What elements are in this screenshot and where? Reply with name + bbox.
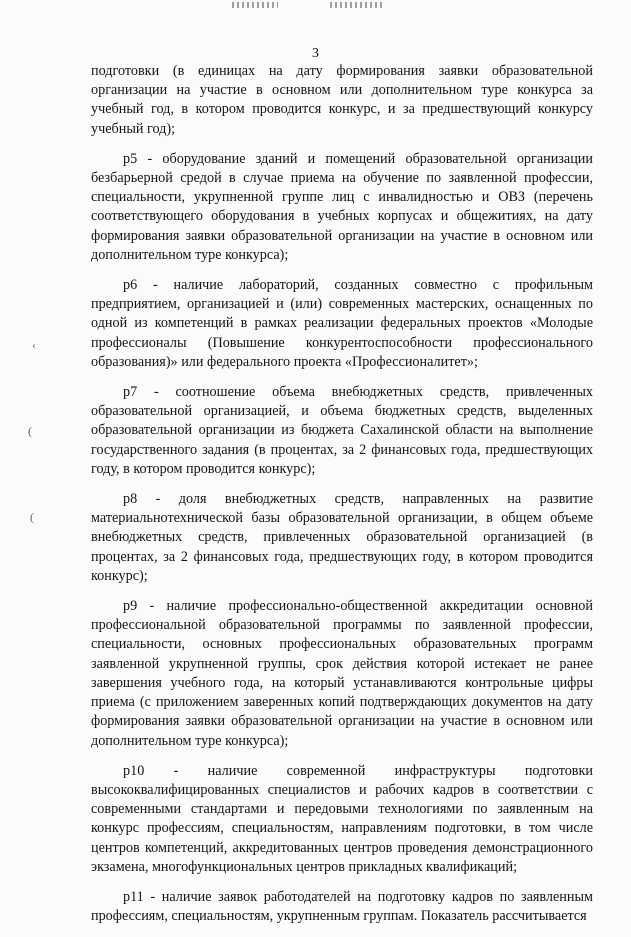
margin-mark: ‹ [32, 338, 36, 352]
scan-artifact [232, 2, 278, 8]
margin-mark: ( [30, 510, 34, 524]
scan-artifact [330, 2, 382, 8]
paragraph-p7: р7 - соотношение объема внебюджетных средств, привлеченных образовательной организацией, и объема бюджетных средств, выделенных образовательной организации из бюджета Сахалинской области на выполнение государственного задания (в процентах, за 2 финансовых года, предшествующих году, в котором проводится конкурс); [91, 384, 593, 477]
paragraph-p9: р9 - наличие профессионально-общественной аккредитации основной профессиональной образовательной программы по заявленной профессии, специальности, основных профессиональных образовательных программ заявленной укрупненной группы, срок действия которой истекает не ранее завершения учебного года, на который устанавливаются контрольные цифры приема (с приложением заверенных копий подтверждающих документов на дату формирования заявки образовательной организации на участие в основном или дополнительном туре конкурса); [91, 598, 593, 749]
paragraph-p8: р8 - доля внебюджетных средств, направленных на развитие материальнотехнической базы образовательной организации, в общем объеме внебюджетных средств, привлеченных образовательной организацией (в процентах, за 2 финансовых года, предшествующих году, в котором проводится конкурс); [91, 491, 593, 584]
paragraph-p5: р5 - оборудование зданий и помещений образовательной организации безбарьерной средой в случае приема на обучение по заявленной профессии, специальности, укрупненной группе лиц с инвалидностью и ОВЗ (перечень соответствующего оборудования в учебных корпусах и общежитиях, на дату формирования заявки образовательной организации на участие в основном или дополнительном туре конкурса); [91, 150, 593, 263]
paragraph-p11: р11 - наличие заявок работодателей на подготовку кадров по заявленным профессиям, специальностям, укрупненным группам. Показатель рассчитывается [91, 888, 593, 925]
margin-mark: ( [28, 424, 32, 438]
page-number: 3 [312, 46, 319, 61]
paragraph-p6: р6 - наличие лабораторий, созданных совместно с профильным предприятием, организацией и (или) современных мастерских, оснащенных по одной из компетенций в рамках реализации федеральных проектов «Молодые профессионалы (Повышение конкурентоспособности профессионального образования)» или федерального проекта «Профессионалитет»; [91, 277, 593, 370]
document-body [91, 62, 593, 937]
paragraph-continuation: подготовки (в единицах на дату формирования заявки образовательной организации на участие в основном или дополнительном туре конкурса за учебный год, в котором проводится конкурс, и за предшествующий конкурсу учебный год); [91, 63, 593, 137]
paragraph-p10: р10 - наличие современной инфраструктуры подготовки высококвалифицированных специалистов и рабочих кадров в соответствии с современными стандартами и передовыми технологиями по заявленным на конкурс профессиям, специальностям, направлениям подготовки, в том числе центров компетенций, аккредитованных центров проведения демонстрационного экзамена, многофункциональных центров прикладных квалификаций; [91, 762, 593, 875]
